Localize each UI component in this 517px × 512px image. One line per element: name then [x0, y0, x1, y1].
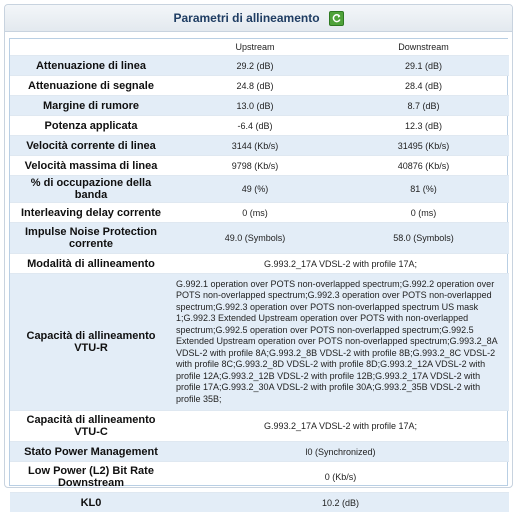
- stato-power-label: Stato Power Management: [10, 442, 172, 462]
- modalita-value: G.993.2_17A VDSL-2 with profile 17A;: [172, 254, 509, 274]
- table-row: [10, 176, 509, 203]
- row-upstream-value: 49.0 (Symbols): [172, 223, 338, 254]
- row-downstream-value: 28.4 (dB): [338, 76, 509, 96]
- capacita-c-value: G.993.2_17A VDSL-2 with profile 17A;: [172, 411, 509, 442]
- row-downstream-value: 40876 (Kb/s): [338, 156, 509, 176]
- stato-power-value: l0 (Synchronized): [172, 442, 509, 462]
- table-row: [10, 462, 509, 493]
- table-row: [10, 56, 509, 76]
- table-row: [10, 411, 509, 442]
- panel-title: Parametri di allineamento: [173, 11, 319, 25]
- panel-titlebar: [5, 5, 512, 32]
- kl0-label: KL0: [10, 493, 172, 512]
- low-power-label: Low Power (L2) Bit Rate Downstream: [10, 462, 172, 493]
- row-upstream-value: 29.2 (dB): [172, 56, 338, 76]
- modalita-label: Modalità di allineamento: [10, 254, 172, 274]
- table-row: [10, 442, 509, 462]
- row-label: Velocità massima di linea: [10, 156, 172, 176]
- row-downstream-value: 12.3 (dB): [338, 116, 509, 136]
- table-row: [10, 203, 509, 223]
- row-label: % di occupazione della banda: [10, 176, 172, 203]
- low-power-value: 0 (Kb/s): [172, 462, 509, 493]
- alignment-panel: [4, 4, 513, 488]
- row-label: Potenza applicata: [10, 116, 172, 136]
- row-upstream-value: 49 (%): [172, 176, 338, 203]
- header-upstream: Upstream: [172, 39, 338, 56]
- capacita-r-label: Capacità di allineamento VTU-R: [10, 274, 172, 411]
- row-downstream-value: 58.0 (Symbols): [338, 223, 509, 254]
- row-label: Interleaving delay corrente: [10, 203, 172, 223]
- capacita-c-label: Capacità di allineamento VTU-C: [10, 411, 172, 442]
- row-label: Attenuazione di linea: [10, 56, 172, 76]
- row-upstream-value: 24.8 (dB): [172, 76, 338, 96]
- row-label: Impulse Noise Protection corrente: [10, 223, 172, 254]
- row-upstream-value: -6.4 (dB): [172, 116, 338, 136]
- refresh-icon[interactable]: [329, 11, 344, 26]
- parameters-table: [10, 39, 509, 512]
- row-label: Attenuazione di segnale: [10, 76, 172, 96]
- table-row: [10, 156, 509, 176]
- table-header-row: [10, 39, 509, 56]
- table-row: [10, 493, 509, 512]
- row-upstream-value: 3144 (Kb/s): [172, 136, 338, 156]
- row-downstream-value: 81 (%): [338, 176, 509, 203]
- capacita-r-value: G.992.1 operation over POTS non-overlapped spectrum;G.992.2 operation over POTS non-overlapped spectrum;G.992.3 operation over POTS non-overlapped spectrum;G.992.3 operation over POTS non-overlapped spectrum US mask 1;G.992.3 Extended Upstream operation over POTS with non-overlapped spectrum;G.992.5 operation over POTS non-overlapped spectrum;G.992.5 Extended Upstream operation over POTS non-overlapped spectrum;G.993.2_8A VDSL-2 with profile 8A;G.993.2_8B VDSL-2 with profile 8B;G.993.2_8C VDSL-2 with profile 8C;G.993.2_8D VDSL-2 with profile 8D;G.993.2_12A VDSL-2 with profile 12A;G.993.2_12B VDSL-2 with profile 12B;G.993.2_17A VDSL-2 with profile 17A;G.993.2_30A VDSL-2 with profile 30A;G.993.2_35B VDSL-2 with profile 35B;: [172, 274, 509, 411]
- table-row: [10, 96, 509, 116]
- row-downstream-value: 8.7 (dB): [338, 96, 509, 116]
- table-row: [10, 116, 509, 136]
- row-label: Velocità corrente di linea: [10, 136, 172, 156]
- row-downstream-value: 0 (ms): [338, 203, 509, 223]
- header-empty: [10, 39, 172, 56]
- table-row: [10, 274, 509, 411]
- header-downstream: Downstream: [338, 39, 509, 56]
- row-upstream-value: 13.0 (dB): [172, 96, 338, 116]
- kl0-value: 10.2 (dB): [172, 493, 509, 512]
- row-upstream-value: 9798 (Kb/s): [172, 156, 338, 176]
- row-downstream-value: 31495 (Kb/s): [338, 136, 509, 156]
- table-row: [10, 223, 509, 254]
- table-row: [10, 254, 509, 274]
- row-upstream-value: 0 (ms): [172, 203, 338, 223]
- table-row: [10, 76, 509, 96]
- row-downstream-value: 29.1 (dB): [338, 56, 509, 76]
- parameters-table-wrapper: [9, 38, 508, 486]
- row-label: Margine di rumore: [10, 96, 172, 116]
- table-row: [10, 136, 509, 156]
